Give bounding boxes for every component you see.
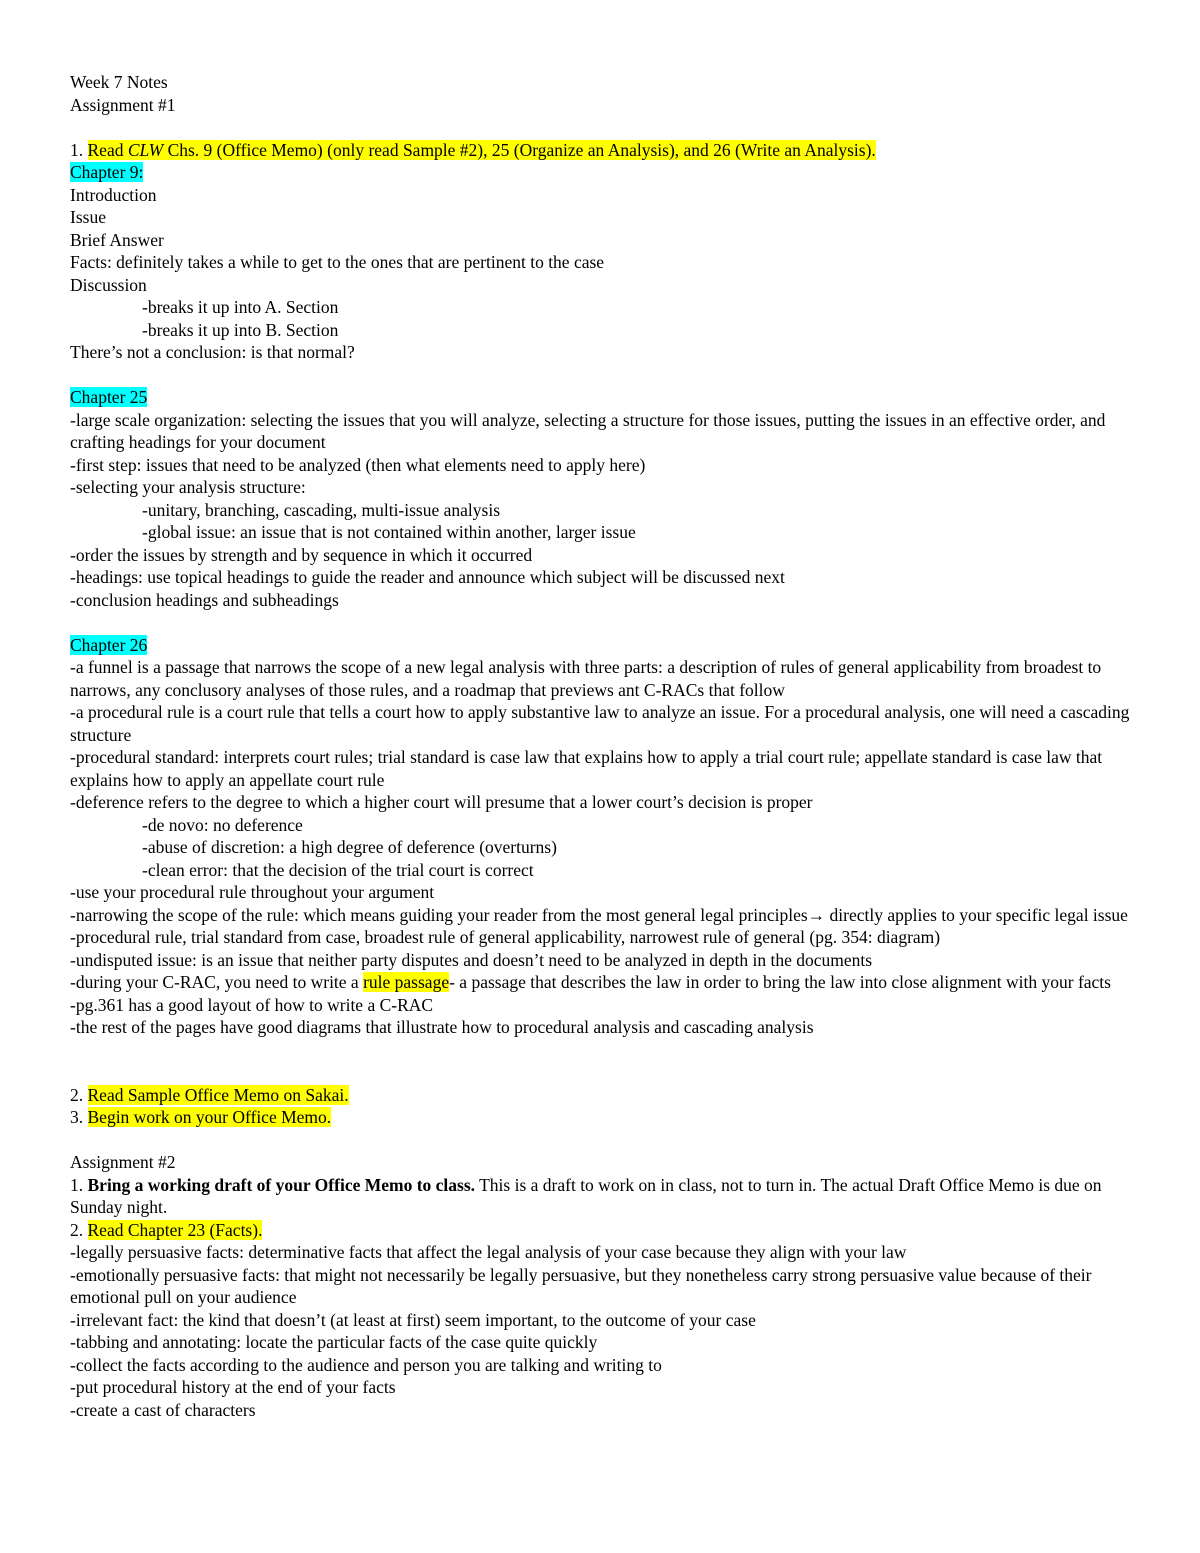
note-line: -pg.361 has a good layout of how to write a C-RAC (70, 994, 434, 1015)
chapter-9-closing: There’s not a conclusion: is that normal? (70, 342, 355, 362)
sub-note-line: -global issue: an issue that is not contained within another, larger issue (142, 522, 636, 542)
chapter-heading-text: Chapter 26 (70, 634, 148, 655)
blank-line (70, 1061, 1145, 1084)
note-line: Discussion (70, 274, 147, 295)
chapter-26-subnotes (70, 814, 1145, 882)
chapter-26-notes-2 (70, 881, 1145, 971)
note-line: -conclusion headings and subheadings (70, 589, 339, 610)
note-line: -deference refers to the degree to which a higher court will presume that a lower court’s decision is proper (70, 792, 813, 812)
note-line: Introduction (70, 184, 157, 205)
note-line: -put procedural history at the end of your facts (70, 1377, 396, 1397)
note-line: -a funnel is a passage that narrows the scope of a new legal analysis with three parts: a description of rules of general applicability from broadest to narrows, any conclusory analyses of those rules, and a roadmap that previews ant C-RACs that follow (70, 657, 1106, 700)
chapter-9-notes (70, 184, 1145, 297)
item-number: 1. (70, 139, 88, 160)
note-line: -collect the facts according to the audience and person you are talking and writing to (70, 1354, 662, 1375)
item-text: This is a draft to work on in class, not to turn in. The actual Draft Office Memo is due on Sunday night. (70, 1174, 1106, 1217)
chapter-25-notes-2 (70, 544, 1145, 612)
note-line: -emotionally persuasive facts: that might not necessarily be legally persuasive, but they nonetheless carry strong persuasive value because of their emotional pull on your audience (70, 1264, 1096, 1307)
note-line: -legally persuasive facts: determinative facts that affect the legal analysis of your case because they align with your law (70, 1242, 907, 1262)
assignment-1-item-2 (70, 1084, 1145, 1107)
note-line: -procedural standard: interprets court rules; trial standard is case law that explains how to apply a trial court rule; appellate standard is case law that explains how to apply an appellate court rule (70, 747, 1107, 790)
assignment-2-item-1 (70, 1174, 1145, 1219)
blank-line (70, 1129, 1145, 1152)
blank-line (70, 611, 1145, 634)
note-line: -create a cast of characters (70, 1399, 256, 1420)
assignment-1-item-3 (70, 1106, 1145, 1129)
note-line: -undisputed issue: is an issue that neither party disputes and doesn’t need to be analyzed in depth in the documents (70, 949, 873, 970)
note-line: Issue (70, 207, 106, 227)
chapter-26-notes (70, 656, 1145, 814)
chapter-heading-text: Chapter 9: (70, 162, 144, 182)
highlighted-text (88, 140, 876, 160)
item-number: 1. (70, 1174, 88, 1195)
assignment-1-heading: Assignment #1 (70, 94, 176, 115)
note-line: -large scale organization: selecting the issues that you will analyze, selecting a structure for those issues, putting the issues in an effective order, and crafting headings for your document (70, 409, 1110, 452)
item-number: 3. (70, 1107, 88, 1127)
item-text: Chs. 9 (Office Memo) (only read Sample #2), 25 (Organize an Analysis), and 26 (Write an Analysis). (163, 139, 876, 160)
bold-instruction: Bring a working draft of your Office Memo to class. (87, 1174, 476, 1195)
highlighted-text: Read Sample Office Memo on Sakai. (87, 1084, 349, 1105)
chapter-9-heading (70, 161, 1145, 184)
chapter-25-heading (70, 386, 1145, 409)
document-body (70, 71, 1145, 1421)
highlighted-text: Begin work on your Office Memo. (87, 1107, 332, 1127)
blank-line (70, 1039, 1145, 1062)
note-line: -tabbing and annotating: locate the particular facts of the case quite quickly (70, 1332, 598, 1352)
chapter-25-subnotes (70, 499, 1145, 544)
highlighted-text: Read Chapter 23 (Facts). (87, 1219, 263, 1240)
item-text: Read (87, 139, 128, 160)
note-text: -during your C-RAC, you need to write a (70, 972, 364, 992)
note-line: -narrowing the scope of the rule: which means guiding your reader from the most general legal principles→ directly applies to your specific legal issue (70, 904, 1128, 925)
note-line: -irrelevant fact: the kind that doesn’t (at least at first) seem important, to the outcome of your case (70, 1309, 756, 1330)
rule-passage-note (70, 971, 1145, 994)
rule-passage-highlight: rule passage (363, 972, 450, 992)
blank-line (70, 364, 1145, 387)
chapter-23-notes (70, 1241, 1145, 1421)
chapter-9-subnotes (70, 296, 1145, 341)
assignment-1-item-1 (70, 139, 1145, 162)
clw-abbrev: CLW (127, 139, 164, 160)
sub-note-line: -breaks it up into A. Section (142, 297, 339, 317)
sub-note-line: -de novo: no deference (142, 814, 303, 835)
doc-title: Week 7 Notes (70, 72, 168, 92)
note-line: Brief Answer (70, 229, 164, 250)
note-line: -first step: issues that need to be analyzed (then what elements need to apply here) (70, 454, 646, 475)
note-line: -selecting your analysis structure: (70, 477, 306, 497)
note-line: Facts: definitely takes a while to get to the ones that are pertinent to the case (70, 252, 605, 272)
chapter-25-notes (70, 409, 1145, 499)
sub-note-line: -clean error: that the decision of the trial court is correct (142, 859, 534, 880)
blank-line (70, 116, 1145, 139)
note-line: -a procedural rule is a court rule that tells a court how to apply substantive law to analyze an issue. For a procedural analysis, one will need a cascading structure (70, 702, 1134, 745)
chapter-heading-text: Chapter 25 (70, 387, 148, 407)
note-line: -the rest of the pages have good diagrams that illustrate how to procedural analysis and cascading analysis (70, 1017, 814, 1037)
sub-note-line: -abuse of discretion: a high degree of deference (overturns) (142, 837, 557, 857)
note-line: -procedural rule, trial standard from case, broadest rule of general applicability, narrowest rule of general (pg. 354: diagram) (70, 927, 941, 947)
assignment-2-heading: Assignment #2 (70, 1152, 176, 1172)
note-line: -headings: use topical headings to guide the reader and announce which subject will be discussed next (70, 567, 785, 587)
note-line: -order the issues by strength and by sequence in which it occurred (70, 544, 533, 565)
sub-note-line: -unitary, branching, cascading, multi-issue analysis (142, 499, 501, 520)
note-line: -use your procedural rule throughout your argument (70, 882, 435, 902)
sub-note-line: -breaks it up into B. Section (142, 319, 339, 340)
note-text: - a passage that describes the law in order to bring the law into close alignment with your facts (449, 972, 1111, 992)
chapter-26-notes-3 (70, 994, 1145, 1039)
item-number: 2. (70, 1084, 88, 1105)
item-number: 2. (70, 1219, 88, 1240)
assignment-2-item-2 (70, 1219, 1145, 1242)
chapter-26-heading (70, 634, 1145, 657)
